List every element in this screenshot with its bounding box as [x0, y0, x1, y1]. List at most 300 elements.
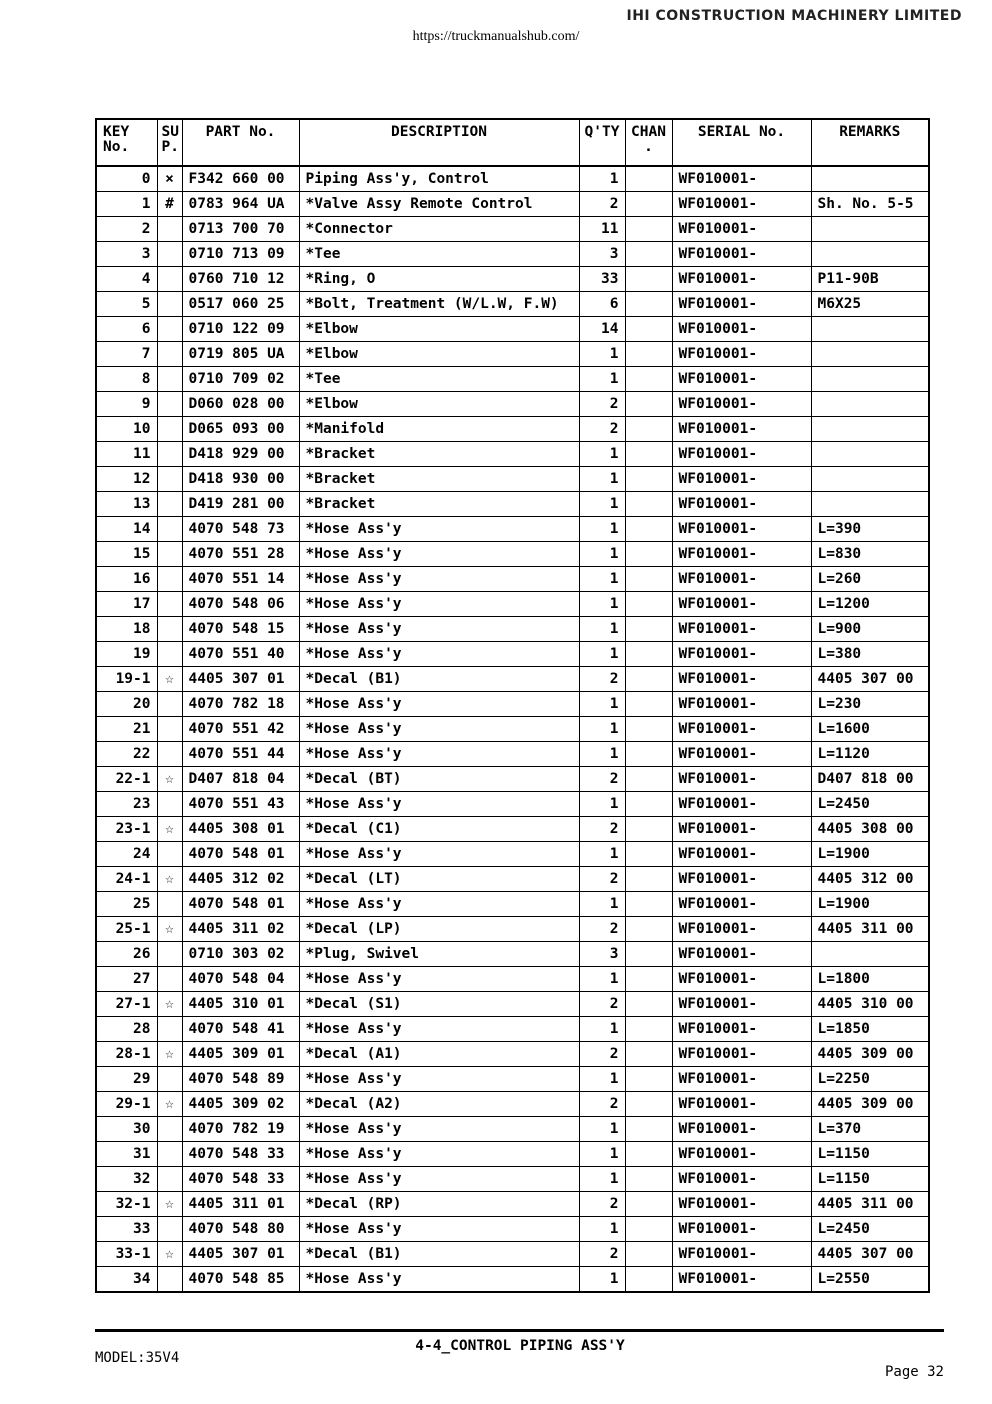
cell-sup	[157, 1167, 182, 1192]
cell-part-number: 4070 551 43	[182, 792, 299, 817]
cell-sup: ☆	[157, 1092, 182, 1117]
cell-key: 16	[96, 567, 157, 592]
cell-sup	[157, 1067, 182, 1092]
cell-remarks: L=830	[811, 542, 929, 567]
cell-remarks: L=2550	[811, 1267, 929, 1293]
cell-part-number: 4405 310 01	[182, 992, 299, 1017]
cell-serial: WF010001-	[672, 1117, 811, 1142]
cell-part-number: 4070 548 06	[182, 592, 299, 617]
cell-sup	[157, 967, 182, 992]
cell-description: *Tee	[299, 242, 579, 267]
cell-key: 23	[96, 792, 157, 817]
cell-key: 30	[96, 1117, 157, 1142]
cell-serial: WF010001-	[672, 792, 811, 817]
cell-chan	[625, 942, 672, 967]
cell-serial: WF010001-	[672, 1092, 811, 1117]
cell-sup	[157, 1142, 182, 1167]
cell-qty: 1	[579, 542, 625, 567]
cell-description: *Hose Ass'y	[299, 542, 579, 567]
cell-qty: 1	[579, 1142, 625, 1167]
cell-remarks: L=1150	[811, 1167, 929, 1192]
cell-qty: 2	[579, 867, 625, 892]
cell-chan	[625, 992, 672, 1017]
cell-description: *Decal (BT)	[299, 767, 579, 792]
cell-chan	[625, 1242, 672, 1267]
cell-description: *Hose Ass'y	[299, 892, 579, 917]
cell-qty: 1	[579, 892, 625, 917]
cell-serial: WF010001-	[672, 392, 811, 417]
cell-qty: 1	[579, 592, 625, 617]
table-row	[96, 917, 929, 942]
cell-qty: 6	[579, 292, 625, 317]
cell-part-number: 0517 060 25	[182, 292, 299, 317]
source-url[interactable]: https://truckmanualshub.com/	[412, 29, 580, 44]
cell-key: 0	[96, 166, 157, 192]
cell-description: *Hose Ass'y	[299, 617, 579, 642]
cell-key: 26	[96, 942, 157, 967]
table-row	[96, 242, 929, 267]
cell-remarks: 4405 309 00	[811, 1042, 929, 1067]
cell-key: 33	[96, 1217, 157, 1242]
cell-key: 23-1	[96, 817, 157, 842]
cell-sup: ☆	[157, 992, 182, 1017]
table-row	[96, 392, 929, 417]
cell-part-number: D065 093 00	[182, 417, 299, 442]
cell-qty: 2	[579, 1242, 625, 1267]
cell-sup	[157, 417, 182, 442]
table-row	[96, 1067, 929, 1092]
table-row	[96, 1267, 929, 1293]
cell-description: *Connector	[299, 217, 579, 242]
cell-part-number: D418 930 00	[182, 467, 299, 492]
cell-key: 24	[96, 842, 157, 867]
col-header-part: PART No.	[182, 119, 299, 166]
cell-sup	[157, 717, 182, 742]
cell-part-number: 0710 122 09	[182, 317, 299, 342]
cell-serial: WF010001-	[672, 1192, 811, 1217]
cell-part-number: 4405 311 02	[182, 917, 299, 942]
cell-part-number: 4070 551 44	[182, 742, 299, 767]
cell-description: *Hose Ass'y	[299, 1017, 579, 1042]
cell-serial: WF010001-	[672, 517, 811, 542]
table-row	[96, 567, 929, 592]
cell-serial: WF010001-	[672, 292, 811, 317]
cell-remarks: 4405 310 00	[811, 992, 929, 1017]
cell-part-number: 4405 309 01	[182, 1042, 299, 1067]
cell-key: 25	[96, 892, 157, 917]
cell-description: *Bracket	[299, 467, 579, 492]
cell-qty: 2	[579, 917, 625, 942]
cell-remarks: L=370	[811, 1117, 929, 1142]
cell-sup	[157, 317, 182, 342]
cell-sup: ☆	[157, 917, 182, 942]
cell-remarks: 4405 309 00	[811, 1092, 929, 1117]
cell-serial: WF010001-	[672, 467, 811, 492]
cell-remarks: 4405 308 00	[811, 817, 929, 842]
cell-chan	[625, 217, 672, 242]
cell-remarks	[811, 367, 929, 392]
cell-key: 12	[96, 467, 157, 492]
cell-key: 19-1	[96, 667, 157, 692]
cell-part-number: 4070 548 01	[182, 892, 299, 917]
cell-qty: 2	[579, 817, 625, 842]
cell-remarks	[811, 342, 929, 367]
cell-remarks: L=1150	[811, 1142, 929, 1167]
cell-serial: WF010001-	[672, 817, 811, 842]
table-row	[96, 217, 929, 242]
cell-sup: ☆	[157, 767, 182, 792]
table-row	[96, 1217, 929, 1242]
cell-chan	[625, 292, 672, 317]
cell-chan	[625, 1217, 672, 1242]
cell-sup	[157, 292, 182, 317]
cell-part-number: 4070 548 89	[182, 1067, 299, 1092]
cell-key: 14	[96, 517, 157, 542]
cell-part-number: 4405 312 02	[182, 867, 299, 892]
cell-chan	[625, 166, 672, 192]
cell-qty: 2	[579, 1192, 625, 1217]
cell-serial: WF010001-	[672, 267, 811, 292]
cell-serial: WF010001-	[672, 217, 811, 242]
cell-qty: 2	[579, 667, 625, 692]
cell-description: *Bolt, Treatment (W/L.W, F.W)	[299, 292, 579, 317]
cell-chan	[625, 917, 672, 942]
cell-qty: 2	[579, 392, 625, 417]
cell-serial: WF010001-	[672, 1142, 811, 1167]
table-row	[96, 817, 929, 842]
cell-chan	[625, 867, 672, 892]
cell-sup	[157, 567, 182, 592]
cell-chan	[625, 617, 672, 642]
cell-key: 27-1	[96, 992, 157, 1017]
cell-key: 32-1	[96, 1192, 157, 1217]
cell-part-number: 4070 548 04	[182, 967, 299, 992]
table-row	[96, 992, 929, 1017]
model-label: MODEL:35V4	[95, 1350, 180, 1366]
cell-key: 28-1	[96, 1042, 157, 1067]
cell-chan	[625, 417, 672, 442]
cell-sup	[157, 217, 182, 242]
cell-part-number: D418 929 00	[182, 442, 299, 467]
cell-description: *Ring, O	[299, 267, 579, 292]
cell-part-number: D419 281 00	[182, 492, 299, 517]
cell-sup	[157, 1217, 182, 1242]
cell-description: *Bracket	[299, 492, 579, 517]
cell-serial: WF010001-	[672, 617, 811, 642]
cell-sup	[157, 617, 182, 642]
cell-remarks: L=390	[811, 517, 929, 542]
col-header-sup: SU P.	[157, 119, 182, 166]
cell-description: *Hose Ass'y	[299, 1267, 579, 1293]
cell-qty: 2	[579, 1092, 625, 1117]
cell-qty: 1	[579, 467, 625, 492]
table-row	[96, 967, 929, 992]
cell-remarks: Sh. No. 5-5	[811, 192, 929, 217]
cell-chan	[625, 817, 672, 842]
cell-serial: WF010001-	[672, 642, 811, 667]
cell-qty: 1	[579, 842, 625, 867]
cell-description: *Decal (C1)	[299, 817, 579, 842]
cell-sup: ☆	[157, 1192, 182, 1217]
cell-serial: WF010001-	[672, 1167, 811, 1192]
cell-serial: WF010001-	[672, 942, 811, 967]
cell-serial: WF010001-	[672, 992, 811, 1017]
table-row	[96, 317, 929, 342]
table-row	[96, 166, 929, 192]
cell-description: *Hose Ass'y	[299, 1142, 579, 1167]
cell-description: *Elbow	[299, 317, 579, 342]
cell-remarks: 4405 307 00	[811, 1242, 929, 1267]
cell-serial: WF010001-	[672, 1217, 811, 1242]
cell-serial: WF010001-	[672, 867, 811, 892]
cell-key: 5	[96, 292, 157, 317]
cell-serial: WF010001-	[672, 492, 811, 517]
cell-sup	[157, 892, 182, 917]
cell-description: *Valve Assy Remote Control	[299, 192, 579, 217]
cell-description: *Hose Ass'y	[299, 1117, 579, 1142]
cell-chan	[625, 267, 672, 292]
cell-remarks: L=380	[811, 642, 929, 667]
cell-sup	[157, 592, 182, 617]
cell-qty: 2	[579, 417, 625, 442]
table-row	[96, 542, 929, 567]
cell-description: *Hose Ass'y	[299, 742, 579, 767]
cell-qty: 1	[579, 442, 625, 467]
cell-remarks: D407 818 00	[811, 767, 929, 792]
cell-chan	[625, 467, 672, 492]
cell-serial: WF010001-	[672, 367, 811, 392]
cell-part-number: 4070 548 85	[182, 1267, 299, 1293]
cell-key: 25-1	[96, 917, 157, 942]
cell-key: 11	[96, 442, 157, 467]
table-row	[96, 717, 929, 742]
cell-qty: 1	[579, 1017, 625, 1042]
cell-part-number: F342 660 00	[182, 166, 299, 192]
cell-chan	[625, 567, 672, 592]
cell-qty: 1	[579, 692, 625, 717]
cell-remarks: L=2450	[811, 792, 929, 817]
cell-key: 22-1	[96, 767, 157, 792]
cell-chan	[625, 967, 672, 992]
table-row	[96, 1242, 929, 1267]
cell-serial: WF010001-	[672, 767, 811, 792]
col-header-remarks: REMARKS	[811, 119, 929, 166]
cell-remarks: 4405 307 00	[811, 667, 929, 692]
table-row	[96, 592, 929, 617]
cell-part-number: 4070 548 33	[182, 1167, 299, 1192]
cell-description: *Hose Ass'y	[299, 717, 579, 742]
cell-key: 7	[96, 342, 157, 367]
cell-sup	[157, 442, 182, 467]
cell-description: *Decal (B1)	[299, 667, 579, 692]
cell-sup	[157, 742, 182, 767]
cell-sup: ☆	[157, 667, 182, 692]
cell-qty: 1	[579, 166, 625, 192]
cell-key: 27	[96, 967, 157, 992]
cell-key: 10	[96, 417, 157, 442]
table-row	[96, 742, 929, 767]
cell-qty: 1	[579, 742, 625, 767]
cell-chan	[625, 392, 672, 417]
cell-serial: WF010001-	[672, 917, 811, 942]
cell-sup	[157, 692, 182, 717]
cell-serial: WF010001-	[672, 166, 811, 192]
cell-chan	[625, 342, 672, 367]
cell-chan	[625, 1167, 672, 1192]
table-row	[96, 1092, 929, 1117]
cell-qty: 1	[579, 367, 625, 392]
cell-chan	[625, 767, 672, 792]
cell-serial: WF010001-	[672, 892, 811, 917]
cell-sup	[157, 467, 182, 492]
cell-part-number: 0719 805 UA	[182, 342, 299, 367]
cell-serial: WF010001-	[672, 967, 811, 992]
cell-serial: WF010001-	[672, 342, 811, 367]
cell-key: 32	[96, 1167, 157, 1192]
cell-key: 2	[96, 217, 157, 242]
cell-sup	[157, 517, 182, 542]
cell-sup: ☆	[157, 1042, 182, 1067]
cell-serial: WF010001-	[672, 1042, 811, 1067]
cell-remarks	[811, 467, 929, 492]
cell-remarks: L=1200	[811, 592, 929, 617]
cell-part-number: 4070 782 19	[182, 1117, 299, 1142]
cell-key: 17	[96, 592, 157, 617]
table-row	[96, 867, 929, 892]
cell-part-number: 4070 782 18	[182, 692, 299, 717]
cell-key: 29	[96, 1067, 157, 1092]
cell-key: 31	[96, 1142, 157, 1167]
cell-sup: #	[157, 192, 182, 217]
cell-description: *Hose Ass'y	[299, 792, 579, 817]
cell-remarks	[811, 217, 929, 242]
table-row	[96, 417, 929, 442]
cell-serial: WF010001-	[672, 592, 811, 617]
cell-qty: 1	[579, 967, 625, 992]
table-row	[96, 1167, 929, 1192]
cell-remarks: 4405 311 00	[811, 917, 929, 942]
table-row	[96, 492, 929, 517]
cell-sup	[157, 642, 182, 667]
cell-qty: 33	[579, 267, 625, 292]
cell-chan	[625, 667, 672, 692]
cell-part-number: 4070 548 33	[182, 1142, 299, 1167]
cell-description: *Hose Ass'y	[299, 642, 579, 667]
cell-serial: WF010001-	[672, 717, 811, 742]
cell-sup	[157, 1017, 182, 1042]
cell-remarks	[811, 492, 929, 517]
cell-description: *Decal (A1)	[299, 1042, 579, 1067]
cell-qty: 14	[579, 317, 625, 342]
table-row	[96, 942, 929, 967]
footer-divider	[95, 1329, 944, 1332]
cell-chan	[625, 517, 672, 542]
cell-serial: WF010001-	[672, 442, 811, 467]
page-number: Page 32	[884, 1364, 944, 1380]
cell-part-number: 4070 548 01	[182, 842, 299, 867]
cell-chan	[625, 1042, 672, 1067]
cell-description: *Hose Ass'y	[299, 517, 579, 542]
cell-serial: WF010001-	[672, 542, 811, 567]
cell-chan	[625, 1192, 672, 1217]
cell-key: 3	[96, 242, 157, 267]
cell-remarks	[811, 442, 929, 467]
cell-qty: 1	[579, 642, 625, 667]
cell-part-number: 4070 548 41	[182, 1017, 299, 1042]
table-row	[96, 792, 929, 817]
cell-chan	[625, 317, 672, 342]
table-row	[96, 517, 929, 542]
cell-serial: WF010001-	[672, 317, 811, 342]
cell-key: 9	[96, 392, 157, 417]
cell-serial: WF010001-	[672, 567, 811, 592]
cell-description: *Elbow	[299, 392, 579, 417]
cell-description: *Hose Ass'y	[299, 692, 579, 717]
cell-description: *Decal (LT)	[299, 867, 579, 892]
cell-qty: 1	[579, 1067, 625, 1092]
cell-remarks: 4405 312 00	[811, 867, 929, 892]
cell-chan	[625, 367, 672, 392]
cell-sup	[157, 392, 182, 417]
cell-sup	[157, 942, 182, 967]
cell-remarks: L=1900	[811, 892, 929, 917]
cell-remarks	[811, 242, 929, 267]
cell-key: 34	[96, 1267, 157, 1293]
table-row	[96, 267, 929, 292]
cell-sup: ☆	[157, 1242, 182, 1267]
cell-part-number: 0710 303 02	[182, 942, 299, 967]
brand-logo: IHI CONSTRUCTION MACHINERY LIMITED	[626, 8, 962, 24]
cell-remarks: L=230	[811, 692, 929, 717]
cell-key: 29-1	[96, 1092, 157, 1117]
cell-remarks	[811, 417, 929, 442]
cell-description: *Decal (RP)	[299, 1192, 579, 1217]
table-row	[96, 767, 929, 792]
cell-key: 24-1	[96, 867, 157, 892]
cell-chan	[625, 442, 672, 467]
cell-key: 28	[96, 1017, 157, 1042]
table-row	[96, 1117, 929, 1142]
cell-qty: 11	[579, 217, 625, 242]
cell-part-number: 4070 551 40	[182, 642, 299, 667]
cell-description: *Hose Ass'y	[299, 1067, 579, 1092]
cell-sup: ×	[157, 166, 182, 192]
cell-qty: 2	[579, 192, 625, 217]
cell-qty: 1	[579, 617, 625, 642]
table-row	[96, 617, 929, 642]
cell-chan	[625, 642, 672, 667]
cell-serial: WF010001-	[672, 1017, 811, 1042]
cell-chan	[625, 1267, 672, 1293]
cell-chan	[625, 742, 672, 767]
cell-key: 22	[96, 742, 157, 767]
cell-serial: WF010001-	[672, 1242, 811, 1267]
table-row	[96, 1192, 929, 1217]
cell-qty: 1	[579, 717, 625, 742]
cell-chan	[625, 1092, 672, 1117]
cell-description: *Bracket	[299, 442, 579, 467]
cell-chan	[625, 592, 672, 617]
cell-qty: 1	[579, 492, 625, 517]
cell-description: *Hose Ass'y	[299, 967, 579, 992]
table-row	[96, 467, 929, 492]
cell-key: 15	[96, 542, 157, 567]
cell-chan	[625, 1117, 672, 1142]
cell-key: 4	[96, 267, 157, 292]
cell-qty: 2	[579, 992, 625, 1017]
cell-part-number: 4405 307 01	[182, 1242, 299, 1267]
col-header-description: DESCRIPTION	[299, 119, 579, 166]
